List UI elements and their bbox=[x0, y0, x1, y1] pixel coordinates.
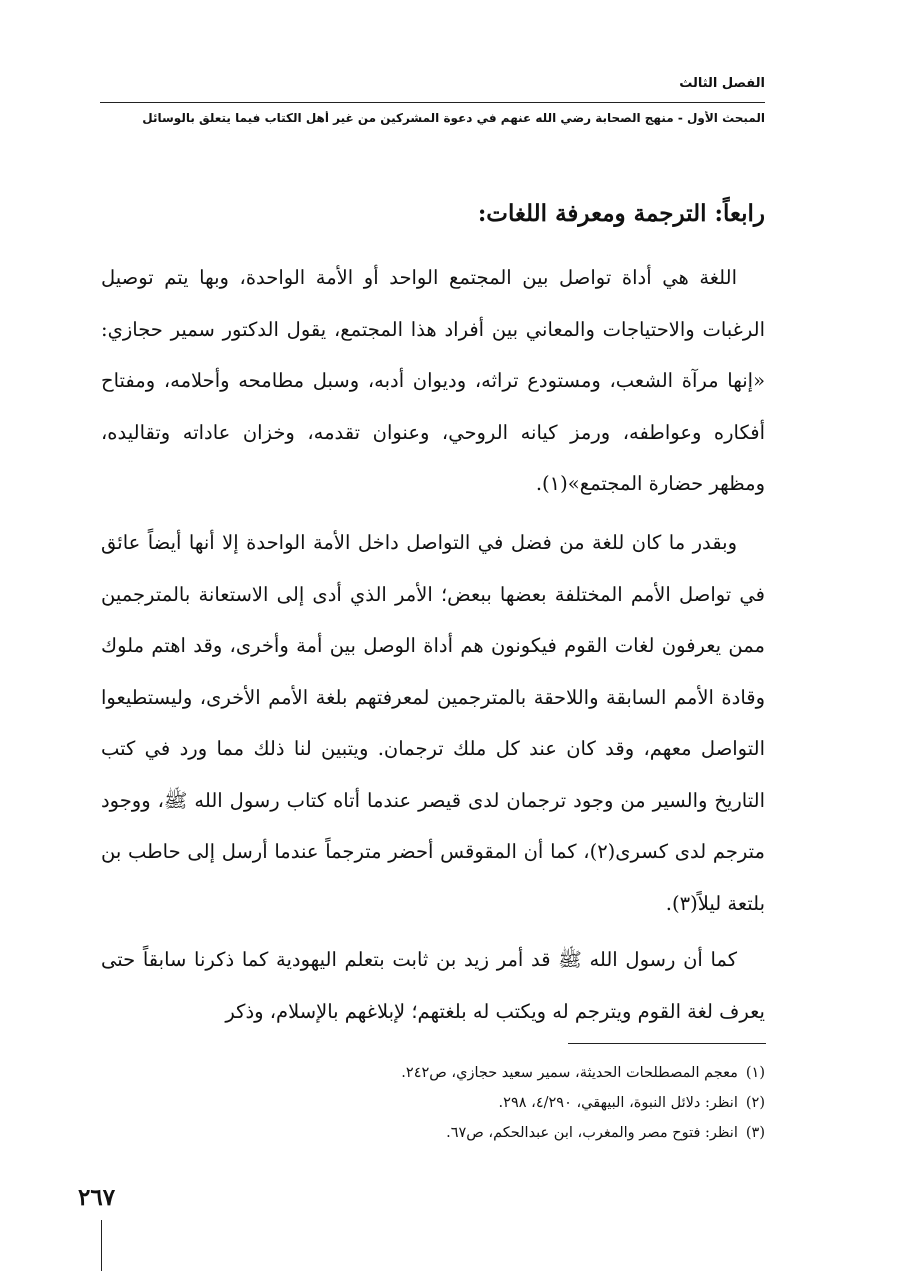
paragraph-text: كما أن رسول الله ﷺ قد أمر زيد بن ثابت بتعلم اليهودية كما ذكرنا سابقاً حتى يعرف لغة القوم ويترجم له ويكتب له بلغتهم؛ لإبلاغهم بالإسلام، وذكر bbox=[101, 948, 765, 1023]
header-divider bbox=[100, 102, 765, 103]
footnote-number: (١) bbox=[745, 1065, 765, 1081]
footnote-number: (٢) bbox=[745, 1095, 765, 1111]
paragraph-2 bbox=[101, 517, 765, 929]
footnote-divider bbox=[568, 1043, 766, 1044]
paragraph-1 bbox=[101, 252, 765, 510]
footnote-text: معجم المصطلحات الحديثة، سمير سعيد حجازي، ص٢٤٢. bbox=[401, 1065, 738, 1081]
paragraph-text: اللغة هي أداة تواصل بين المجتمع الواحد أو الأمة الواحدة، وبها يتم توصيل الرغبات والاحتياجات والمعاني بين أفراد هذا المجتمع، يقول الدكتور سمير حجازي: «إنها مرآة الشعب، ومستودع تراثه، وديوان أدبه، وسبل مطامحه وأحلامه، ومفتاح أفكاره وعواطفه، ورمز كيانه الروحي، وعنوان تقدمه، وخزان عاداته وتقاليده، ومظهر حضارة المجتمع»(١). bbox=[101, 266, 765, 495]
footnote-3 bbox=[101, 1118, 765, 1148]
footnote-text: انظر: دلائل النبوة، البيهقي، ٤/٢٩٠، ٢٩٨. bbox=[498, 1095, 738, 1111]
chapter-title: الفصل الثالث bbox=[679, 76, 765, 91]
paragraph-3 bbox=[101, 934, 765, 1037]
footnotes bbox=[101, 1058, 765, 1148]
paragraph-text: وبقدر ما كان للغة من فضل في التواصل داخل الأمة الواحدة إلا أنها أيضاً عائق في تواصل الأمم المختلفة بعضها ببعض؛ الأمر الذي أدى إلى الاستعانة بالمترجمين ممن يعرفون لغات القوم فيكونون هم أداة الوصل بين أمة وأخرى، وقد اهتم ملوك وقادة الأمم السابقة واللاحقة بالمترجمين لمعرفتهم بلغة الأمم الأخرى، وليستطيعوا التواصل معهم، وقد كان عند كل ملك ترجمان. ويتبين لنا ذلك مما ورد في كتب التاريخ والسير من وجود ترجمان لدى قيصر عندما أتاه كتاب رسول الله ﷺ، ووجود مترجم لدى كسرى(٢)، كما أن المقوقس أحضر مترجماً عندما أرسل إلى حاطب بن بلتعة ليلاً(٣). bbox=[101, 531, 765, 915]
footnote-2 bbox=[101, 1088, 765, 1118]
margin-rule bbox=[101, 1220, 102, 1271]
footnote-1 bbox=[101, 1058, 765, 1088]
page-number: ٢٦٧ bbox=[78, 1184, 116, 1211]
footnote-number: (٣) bbox=[745, 1125, 765, 1141]
footnote-text: انظر: فتوح مصر والمغرب، ابن عبدالحكم، ص٦٧. bbox=[446, 1125, 738, 1141]
section-title: المبحث الأول - منهج الصحابة رضي الله عنهم في دعوة المشركين من غير أهل الكتاب فيما يتعلق بالوسائل bbox=[142, 111, 765, 125]
section-heading: رابعاً: الترجمة ومعرفة اللغات: bbox=[477, 200, 765, 227]
